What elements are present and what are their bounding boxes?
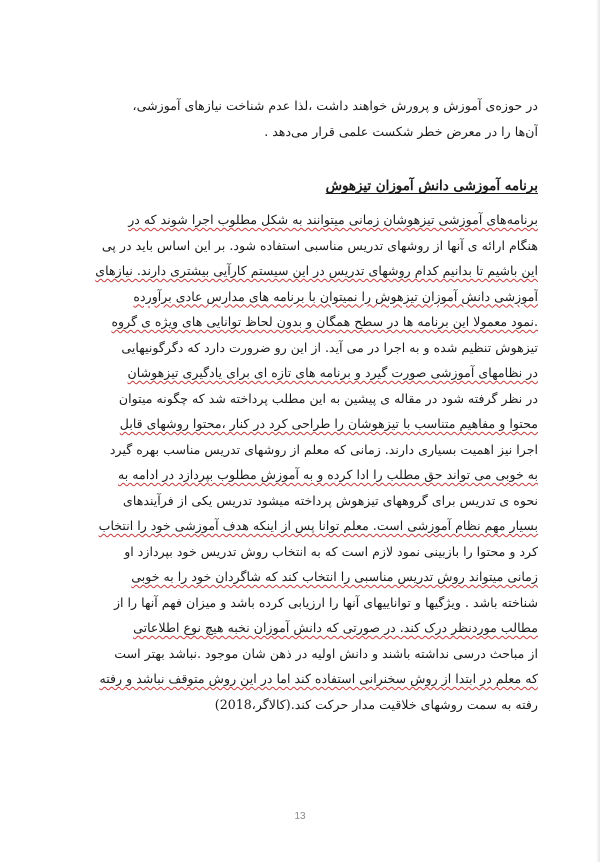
text-line: به خوبی می تواند حق مطلب را ادا کرده و به آموزش مطلوب بپردازد در ادامه به (118, 467, 538, 482)
text-line: از مباحث درسی نداشته باشند و دانش اولیه در ذهن شان موجود .نباشد بهتر است (114, 645, 538, 661)
text-line: رفته به سمت روشهای خلاقیت مدار حرکت کند.(کالاگر،2018) (214, 696, 538, 712)
page-edge-shadow (596, 0, 600, 862)
text-line: مطالب موردنظر درک کند. در صورتی که دانش آموزان نخبه هیچ نوع اطلاعاتی (133, 620, 538, 635)
text-line: شناخته باشد . ویژگیها و تواناییهای آنها را ارزیابی کرده باشد و میزان فهم آنها را از (113, 594, 538, 610)
text-line: در حوزه‌ی آموزش و پرورش خواهند داشت ،لذا عدم شناخت نیازهای آموزشی، (132, 98, 538, 113)
text-line: زمانی میتواند روش تدریس مناسبی را انتخاب کند که شاگردان خود را به خوبی (131, 569, 538, 584)
text-line: محتوا و مفاهیم متناسب با تیزهوشان را طراحی کرد در کنار ،محتوا روشهای قابل (119, 416, 538, 431)
intro-paragraph (60, 93, 538, 144)
page-number: 13 (294, 811, 306, 822)
section-heading: برنامه آموزشی دانش آموزان تیزهوش (325, 178, 538, 194)
text-line: نحوه ی تدریس برای گروههای تیزهوش پرداخته میشود تدریس یکی از فرآیندهای (123, 492, 538, 508)
text-line: در نظر گرفته شود در مقاله ی پیشین به این مطلب پرداخته شد که چگونه میتوان (118, 390, 538, 406)
text-line: برنامه‌های آموزشی تیزهوشان زمانی میتوانند به شکل مطلوب اجرا شوند که در (128, 212, 538, 227)
text-line: .نمود معمولا این برنامه ها در سطح همگان و بدون لحاظ توانایی های ویژه ی گروه (111, 314, 538, 329)
text-line: که معلم در ابتدا از روش سخنرانی استفاده کند اما در این روش متوقف نباشد و رفته (99, 671, 538, 686)
text-line: آن‌ها را در معرض خطر شکست علمی قرار می‌دهد . (264, 123, 538, 139)
text-line: هنگام ارائه ی آنها از روشهای تدریس مناسبی استفاده شود. بر این اساس باید در پی (101, 237, 538, 253)
text-line: این باشیم تا بدانیم کدام روشهای تدریس در این سیستم کارآیی بیشتری دارند. نیازهای (95, 263, 538, 278)
text-line: آموزشی دانش آموزان تیزهوش را نمیتوان با برنامه های مدارس عادی برآورده (133, 288, 538, 304)
body-paragraph (60, 207, 538, 717)
text-line: بسیار مهم نظام آموزشی است. معلم توانا پس از اینکه هدف آموزشی خود را انتخاب (98, 518, 538, 533)
text-line: اجرا نیز اهمیت بسیاری دارند. زمانی که معلم از روشهای تدریس مناسب بهره گیرد (109, 441, 538, 457)
text-line: تیزهوش تنظیم شده و به اجرا در می آید. از این رو ضرورت دارد که دگرگونیهایی (121, 339, 538, 355)
text-line: کرد و محتوا را بازبینی نمود لازم است که به انتخاب روش تدریس خود بپردازد او (124, 543, 538, 559)
text-line: در نظامهای آموزشی صورت گیرد و برنامه های تازه ای برای یادگیری تیزهوشان (127, 365, 538, 380)
